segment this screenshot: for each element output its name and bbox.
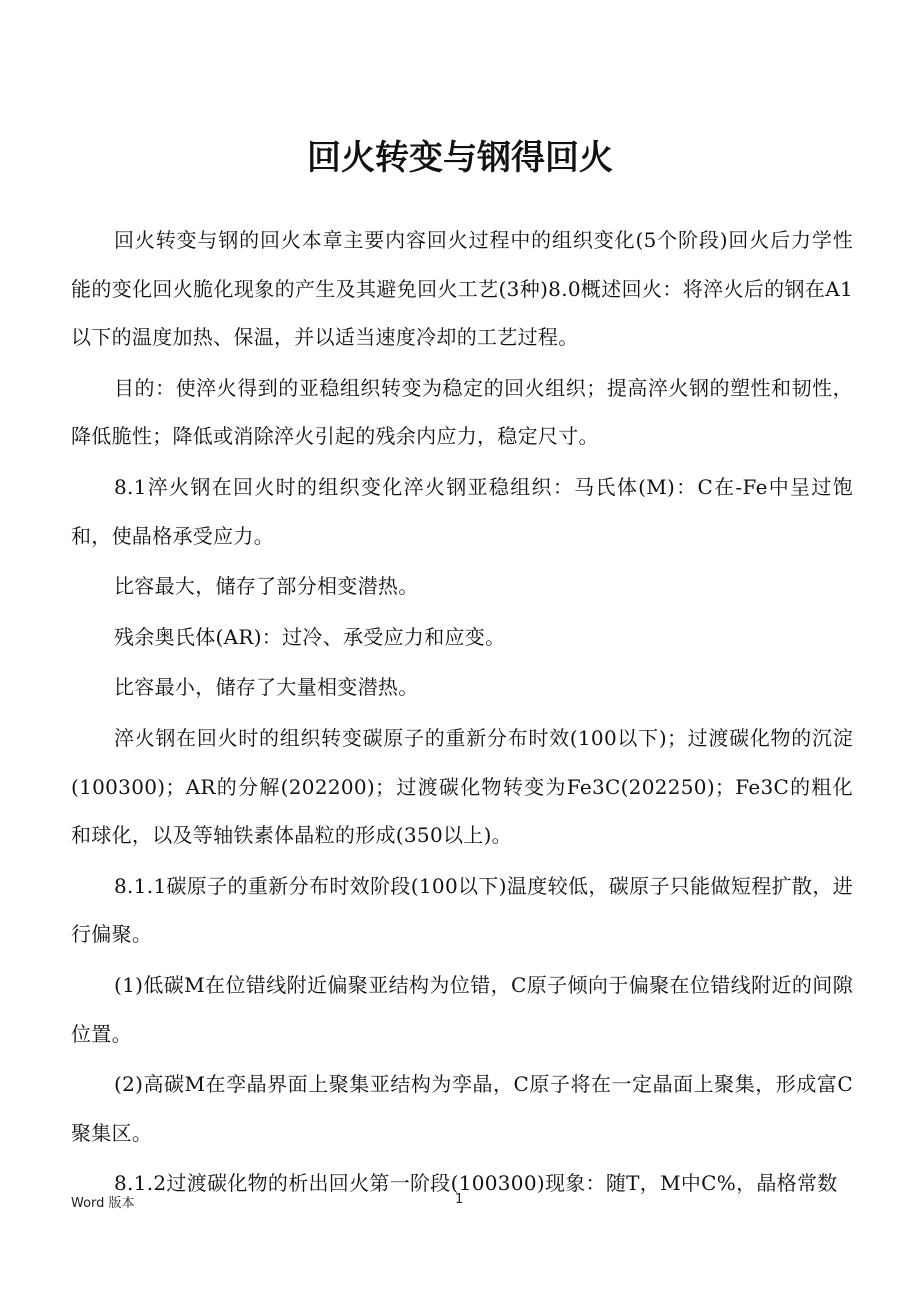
- paragraph: (1)低碳M在位错线附近偏聚亚结构为位错，C原子倾向于偏聚在位错线附近的间隙位置。: [71, 972, 853, 1046]
- paragraph: 淬火钢在回火时的组织转变碳原子的重新分布时效(100以下)；过渡碳化物的沉淀(100300)；AR的分解(202200)；过渡碳化物转变为Fe3C(202250)；Fe3C的粗化和球化，以及等轴铁素体晶粒的形成(350以上)。: [71, 725, 853, 848]
- paragraph: (2)高碳M在孪晶界面上聚集亚结构为孪晶，C原子将在一定晶面上聚集，形成富C聚集区。: [71, 1072, 853, 1145]
- paragraph: 比容最大，储存了部分相变潜热。: [114, 574, 419, 599]
- document-title: 回火转变与钢得回火: [307, 138, 613, 178]
- paragraph: 8.1.1碳原子的重新分布时效阶段(100以下)温度较低，碳原子只能做短程扩散，进行偏聚。: [71, 873, 853, 947]
- paragraph: 8.1.2过渡碳化物的析出回火第一阶段(100300)现象：随T，M中C%，晶格常数: [114, 1171, 838, 1196]
- document-body: [71, 216, 853, 1210]
- paragraph: 残余奥氏体(AR)：过冷、承受应力和应变。: [114, 624, 506, 649]
- paragraph: 回火转变与钢的回火本章主要内容回火过程中的组织变化(5个阶段)回火后力学性能的变化回火脆化现象的产生及其避免回火工艺(3种)8.0概述回火：将淬火后的钢在A1以下的温度加热、保温，并以适当速度冷却的工艺过程。: [71, 228, 853, 350]
- footer-label: Word 版本: [71, 1196, 135, 1211]
- paragraph: 目的：使淬火得到的亚稳组织转变为稳定的回火组织；提高淬火钢的塑性和韧性，降低脆性；降低或消除淬火引起的残余内应力，稳定尺寸。: [71, 375, 853, 449]
- paragraph: 8.1淬火钢在回火时的组织变化淬火钢亚稳组织：马氏体(M)：C在-Fe中呈过饱和，使晶格承受应力。: [71, 474, 853, 548]
- page-number: 1: [455, 1192, 464, 1207]
- paragraph: 比容最小，储存了大量相变潜热。: [114, 675, 419, 700]
